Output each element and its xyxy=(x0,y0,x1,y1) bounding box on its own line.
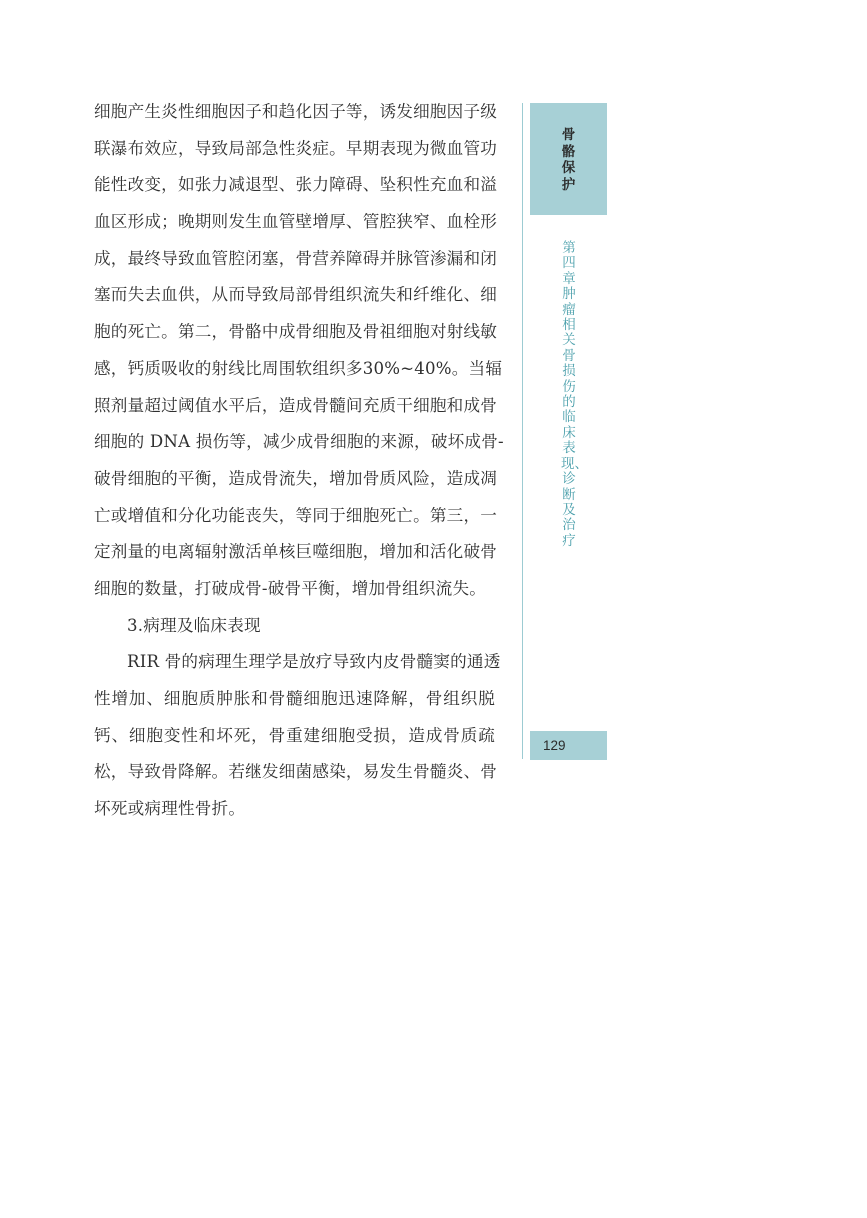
section-tab-label: 骨骼保护 xyxy=(561,127,576,193)
section-line: 坏死或病理性骨折。 xyxy=(94,799,246,819)
section-line: 钙、细胞变性和坏死，骨重建细胞受损，造成骨质疏 xyxy=(94,725,495,745)
body-line: 细胞的数量，打破成骨-破骨平衡，增加骨组织流失。 xyxy=(94,578,487,598)
chapter-title: 第四章 肿瘤相关骨损伤的临床表现、诊断及治疗 xyxy=(561,240,590,549)
page-number-box xyxy=(530,731,607,760)
body-line: 破骨细胞的平衡，造成骨流失，增加骨质风险，造成凋 xyxy=(94,468,498,488)
body-line: 细胞的 DNA 损伤等，减少成骨细胞的来源，破坏成骨- xyxy=(94,432,504,452)
body-line: 胞的死亡。第二，骨骼中成骨细胞及骨祖细胞对射线敏 xyxy=(94,322,498,342)
section-tab xyxy=(530,103,607,215)
body-line: 成，最终导致血管腔闭塞，骨营养障碍并脉管渗漏和闭 xyxy=(94,248,498,268)
section-line: 松，导致骨降解。若继发细菌感染，易发生骨髓炎、骨 xyxy=(94,762,498,782)
main-text xyxy=(94,94,504,828)
body-line: 亡或增值和分化功能丧失，等同于细胞死亡。第三，一 xyxy=(94,505,498,525)
section-line: RIR 骨的病理生理学是放疗导致内皮骨髓窦的通透 xyxy=(127,652,501,672)
body-line: 塞而失去血供，从而导致局部骨组织流失和纤维化、细 xyxy=(94,285,498,305)
body-line: 照剂量超过阈值水平后，造成骨髓间充质干细胞和成骨 xyxy=(94,395,498,415)
body-line: 血区形成；晚期则发生血管壁增厚、管腔狭窄、血栓形 xyxy=(94,212,498,232)
body-line: 细胞产生炎性细胞因子和趋化因子等，诱发细胞因子级 xyxy=(94,102,498,121)
page-number: 129 xyxy=(543,738,566,753)
body-line: 感，钙质吸收的射线比周围软组织多30%~40%。当辐 xyxy=(94,358,503,378)
section-heading: 3.病理及临床表现 xyxy=(127,615,261,635)
section-line: 性增加、细胞质肿胀和骨髓细胞迅速降解，骨组织脱 xyxy=(94,689,495,708)
sidebar-divider xyxy=(522,103,523,759)
body-line: 定剂量的电离辐射激活单核巨噬细胞，增加和活化破骨 xyxy=(94,542,498,562)
body-line: 能性改变，如张力减退型、张力障碍、坠积性充血和溢 xyxy=(94,175,498,195)
body-line: 联瀑布效应，导致局部急性炎症。早期表现为微血管功 xyxy=(94,138,498,158)
